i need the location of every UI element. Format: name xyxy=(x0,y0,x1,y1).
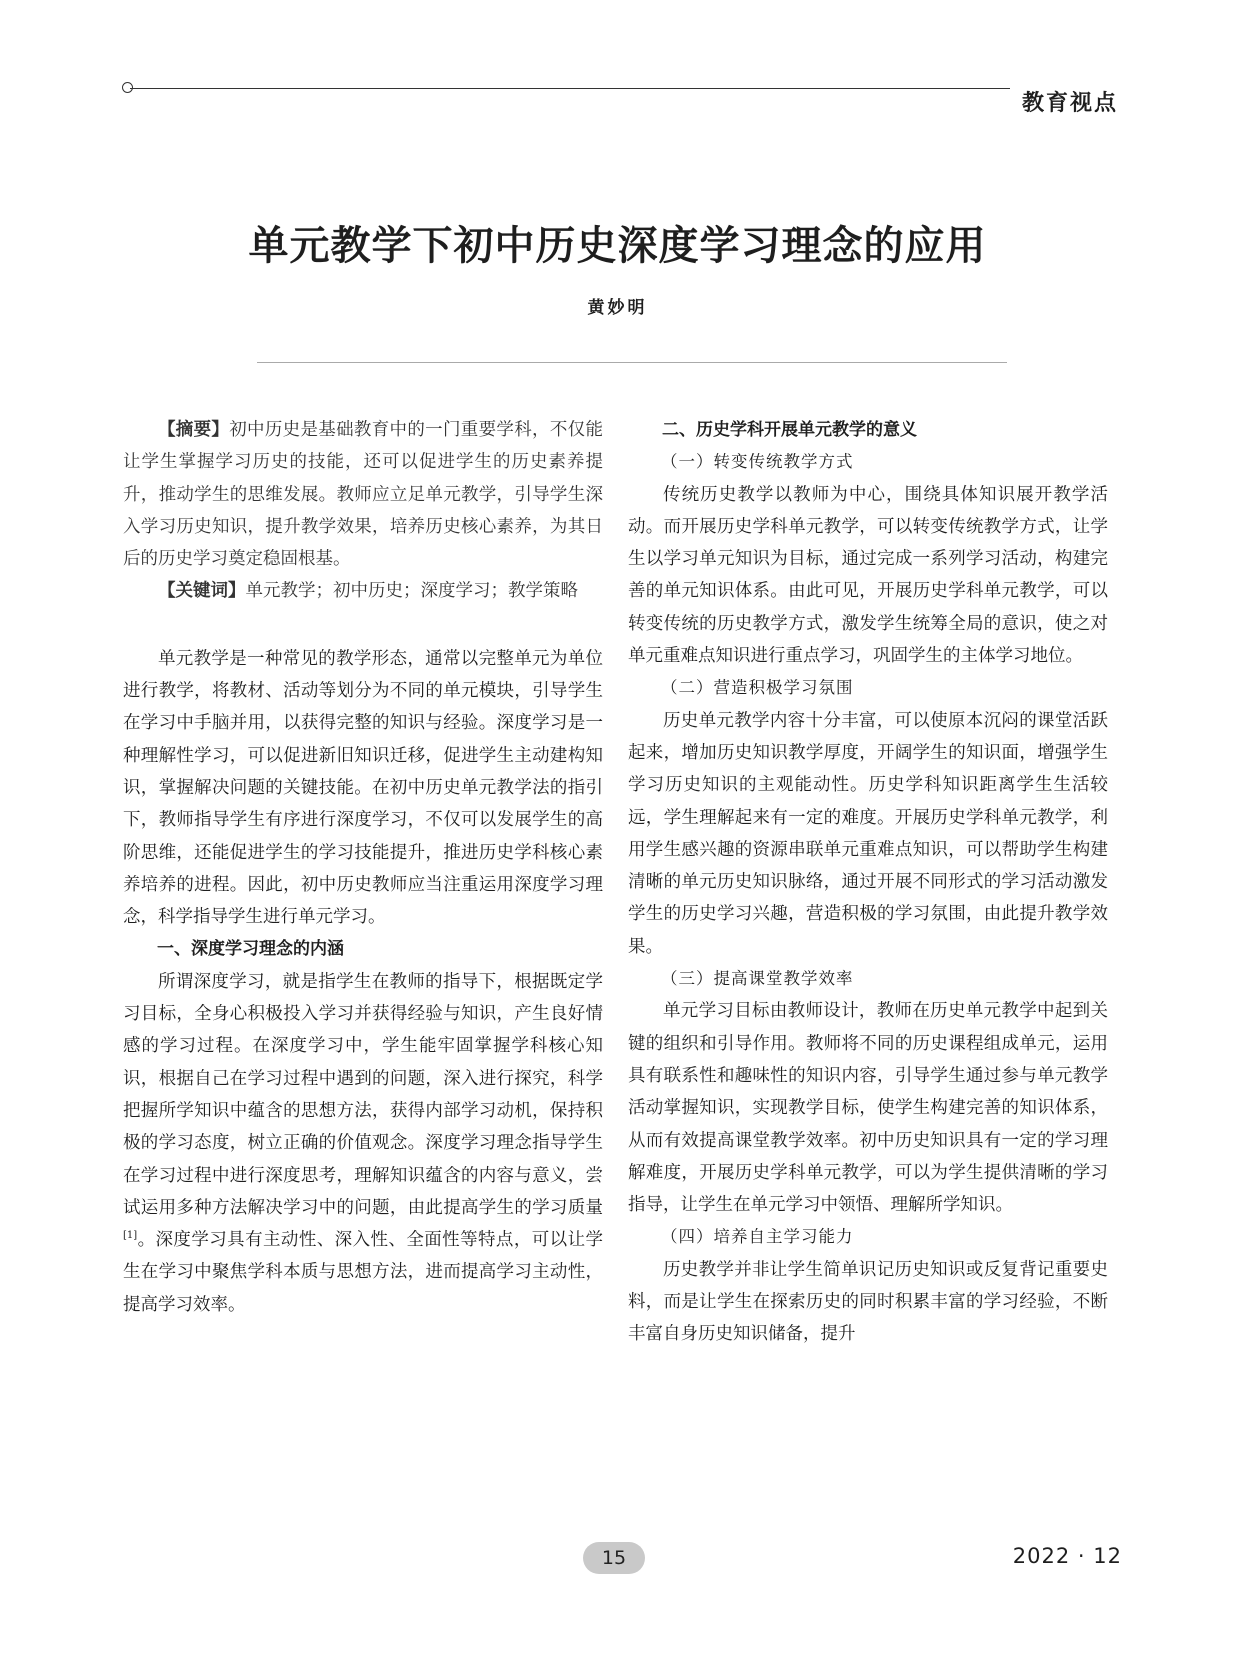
article-title: 单元教学下初中历史深度学习理念的应用 xyxy=(248,223,987,269)
header-rule xyxy=(130,88,1010,89)
subsection-4-paragraph: 历史教学并非让学生简单识记历史知识或反复背记重要史料，而是让学生在探索历史的同时积累丰富的学习经验，不断丰富自身历史知识储备，提升 xyxy=(628,1259,1108,1345)
abstract xyxy=(123,414,603,575)
subsection-4-heading: （四）培养自主学习能力 xyxy=(661,1227,854,1247)
subsection-3-paragraph: 单元学习目标由教师设计，教师在历史单元教学中起到关键的组织和引导作用。教师将不同的历史课程组成单元，运用具有联系性和趣味性的知识内容，引导学生通过参与单元教学活动掌握知识，实现教学目标，使学生构建完善的知识体系，从而有效提高课堂教学效率。初中历史知识具有一定的学习理解难度，开展历史学科单元教学，可以为学生提供清晰的学习指导，让学生在单元学习中领悟、理解所学知识。 xyxy=(628,1001,1108,1216)
page-number: 15 xyxy=(583,1542,645,1574)
abstract-label: 【摘要】 xyxy=(158,420,230,440)
section-1-paragraph xyxy=(123,966,603,1321)
issue-date: 2022 · 12 xyxy=(1012,1544,1122,1568)
section-1-text-b: 。深度学习具有主动性、深入性、全面性等特点，可以让学生在学习中聚焦学科本质与思想方法，进而提高学习主动性，提高学习效率。 xyxy=(123,1230,603,1315)
subsection-1-paragraph: 传统历史教学以教师为中心，围绕具体知识展开教学活动。而开展历史学科单元教学，可以转变传统教学方式，让学生以学习单元知识为目标，通过完成一系列学习活动，构建完善的单元知识体系。由此可见，开展历史学科单元教学，可以转变传统的历史教学方式，激发学生统筹全局的意识，使之对单元重难点知识进行重点学习，巩固学生的主体学习地位。 xyxy=(628,484,1108,667)
intro-paragraph: 单元教学是一种常见的教学形态，通常以完整单元为单位进行教学，将教材、活动等划分为不同的单元模块，引导学生在学习中手脑并用，以获得完整的知识与经验。深度学习是一种理解性学习，可以促进新旧知识迁移，促进学生主动建构知识，掌握解决问题的关键技能。在初中历史单元教学法的指引下，教师指导学生有序进行深度学习，不仅可以发展学生的高阶思维，还能促进学生的学习技能提升，推进历史学科核心素养培养的进程。因此，初中历史教师应当注重运用深度学习理念，科学指导学生进行单元学习。 xyxy=(123,648,603,928)
keywords-label: 【关键词】 xyxy=(158,581,246,602)
reference-marker[interactable]: [1] xyxy=(123,1230,138,1242)
spacer xyxy=(123,608,603,643)
right-column xyxy=(628,414,1108,1351)
subsection-1-heading: （一）转变传统教学方式 xyxy=(661,452,854,472)
abstract-text: 初中历史是基础教育中的一门重要学科，不仅能让学生掌握学习历史的技能，还可以促进学生的历史素养提升，推动学生的思维发展。教师应立足单元教学，引导学生深入学习历史知识，提升教学效果，培养历史核心素养，为其日后的历史学习奠定稳固根基。 xyxy=(123,420,603,570)
keywords-text: 单元教学；初中历史；深度学习；教学策略 xyxy=(245,581,578,602)
subsection-2-paragraph: 历史单元教学内容十分丰富，可以使原本沉闷的课堂活跃起来，增加历史知识教学厚度，开阔学生的知识面，增强学生学习历史知识的主观能动性。历史学科知识距离学生生活较远，学生理解起来有一定的难度。开展历史学科单元教学，利用学生感兴趣的资源串联单元重难点知识，可以帮助学生构建清晰的单元历史知识脉络，通过开展不同形式的学习活动激发学生的历史学习兴趣，营造积极的学习氛围，由此提升教学效果。 xyxy=(628,710,1108,957)
journal-section-name: 教育视点 xyxy=(1021,91,1118,116)
section-1-text-a: 所谓深度学习，就是指学生在教师的指导下，根据既定学习目标，全身心积极投入学习并获得经验与知识，产生良好情感的学习过程。在深度学习中，学生能牢固掌握学科核心知识，根据自己在学习过程中遇到的问题，深入进行探究，科学把握所学知识中蕴含的思想方法，获得内部学习动机，保持积极的学习态度，树立正确的价值观念。深度学习理念指导学生在学习过程中进行深度思考，理解知识蕴含的内容与意义，尝试运用多种方法解决学习中的问题，由此提高学生的学习质量 xyxy=(123,971,603,1218)
subsection-2-heading: （二）营造积极学习氛围 xyxy=(661,678,854,698)
keywords xyxy=(123,575,603,607)
article-author: 黄妙明 xyxy=(587,298,648,318)
section-1-heading: 一、深度学习理念的内涵 xyxy=(157,939,344,960)
section-2-heading: 二、历史学科开展单元教学的意义 xyxy=(662,420,917,440)
title-divider xyxy=(257,362,1007,363)
subsection-3-heading: （三）提高课堂教学效率 xyxy=(661,969,854,989)
left-column xyxy=(123,414,603,1321)
